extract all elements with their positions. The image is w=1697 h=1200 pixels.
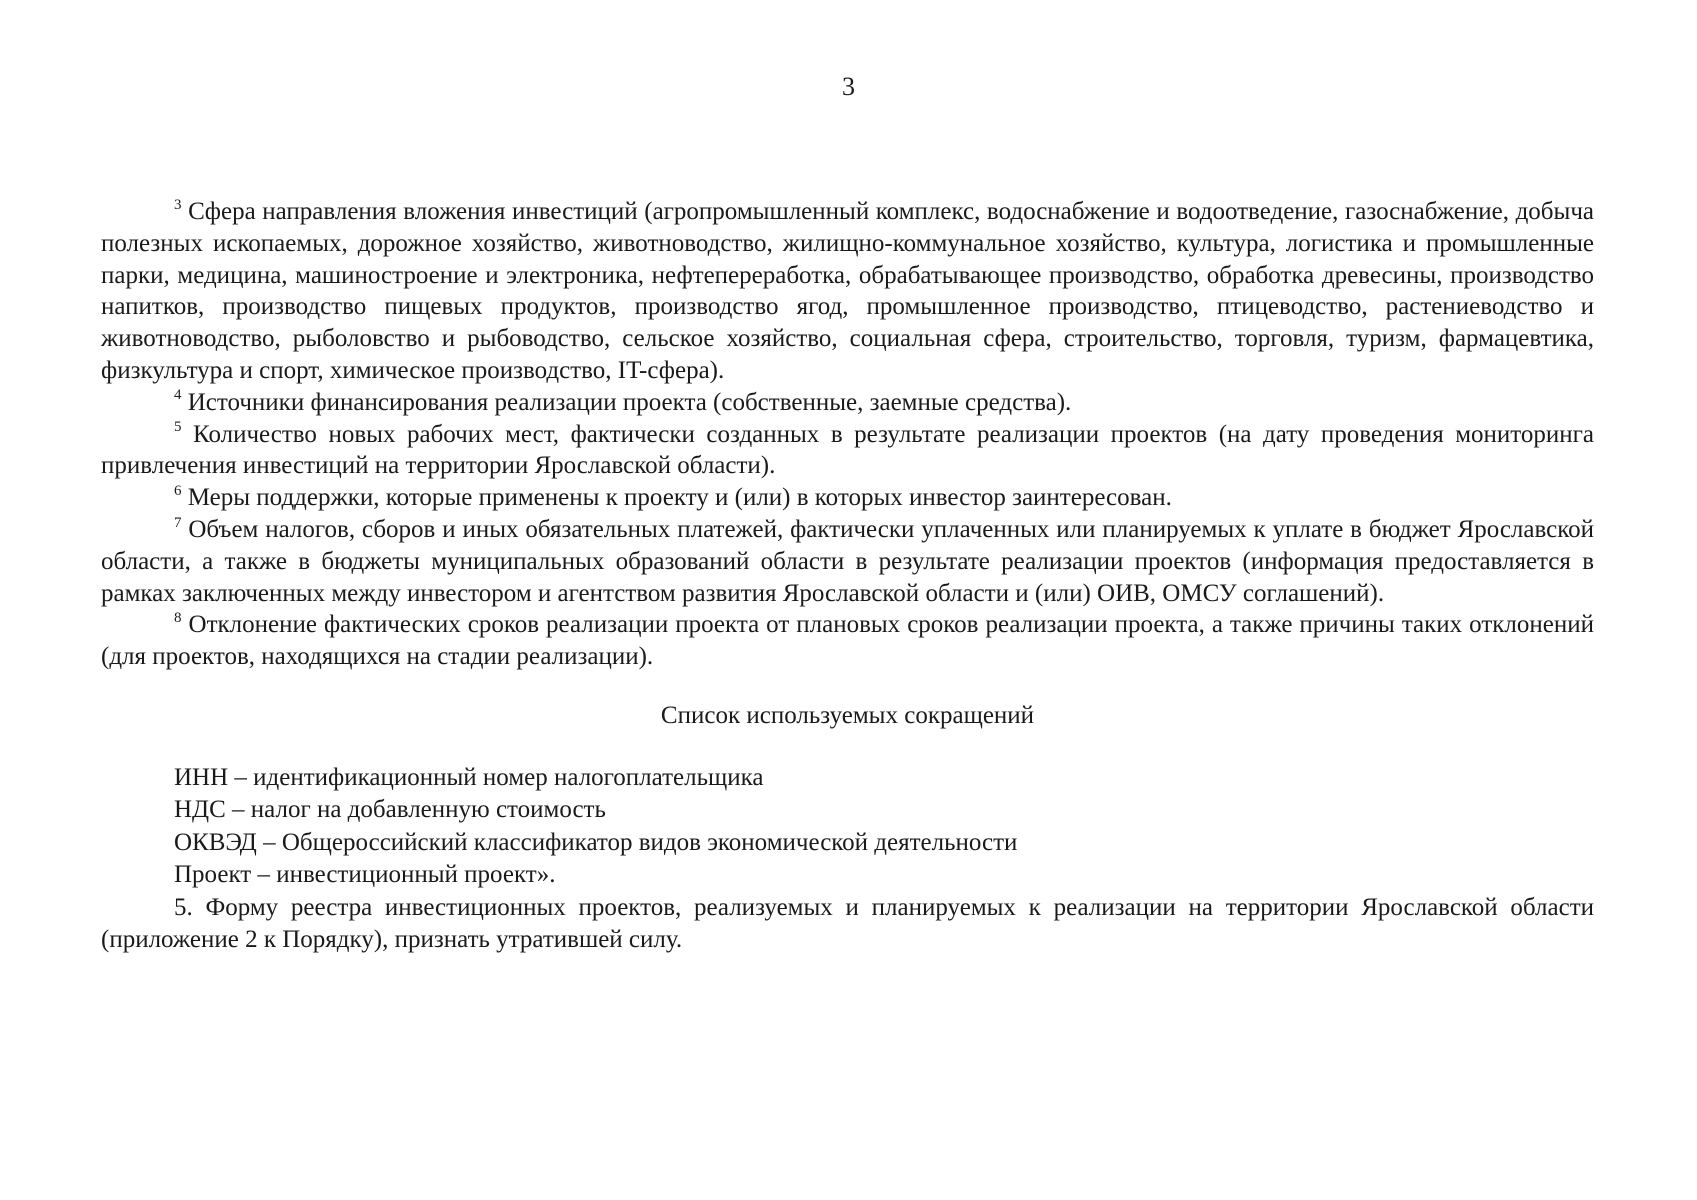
abbreviations-title: Список используемых сокращений xyxy=(660,701,1035,729)
footnote-text: Отклонение фактических сроков реализации проекта от плановых сроков реализации проекта, а также причины таких отклонений (для проектов, находящихся на стадии реализации). xyxy=(101,611,1595,671)
footnote-3 xyxy=(101,196,1594,387)
footnote-7 xyxy=(101,514,1594,609)
closing-paragraph: 5. Форму реестра инвестиционных проектов, реализуемых и планируемых к реализации на территории Ярославской области (приложение 2 к Порядку), признать утратившей силу. xyxy=(101,893,1594,953)
footnote-6 xyxy=(101,482,1594,514)
page-number: 3 xyxy=(842,72,855,101)
footnote-text: Сфера направления вложения инвестиций (агропромышленный комплекс, водоснабжение и водоотведение, газоснабжение, добыча полезных ископаемых, дорожное хозяйство, животноводство, жилищно-коммунальное хозяйство, культура, логистика и промышленные парки, медицина, машиностроение и электроника, нефтепереработка, обрабатывающее производство, обработка древесины, производство напитков, производство пищевых продуктов, производство ягод, промышленное производство, птицеводство, растениеводство и животноводство, рыболовство и рыбоводство, сельское хозяйство, социальная сфера, строительство, торговля, туризм, фармацевтика, физкультура и спорт, химическое производство, IT-сфера). xyxy=(101,198,1594,384)
footnote-marker: 3 xyxy=(174,196,182,213)
abbreviation-item: Проект – инвестиционный проект». xyxy=(174,861,556,889)
footnote-text: Источники финансирования реализации проекта (собственные, заемные средства). xyxy=(187,388,1072,416)
footnote-text: Меры поддержки, которые применены к проекту и (или) в которых инвестор заинтересован. xyxy=(187,484,1172,512)
footnote-4 xyxy=(101,387,1594,419)
document-body xyxy=(101,196,1594,955)
abbreviation-item: ОКВЭД – Общероссийский классификатор видов экономической деятельности xyxy=(174,828,1018,856)
footnote-marker: 7 xyxy=(174,514,182,531)
footnote-marker: 6 xyxy=(174,482,182,499)
footnote-text: Количество новых рабочих мест, фактически созданных в результате реализации проектов (на дату проведения мониторинга привлечения инвестиций на территории Ярославской области). xyxy=(101,420,1595,480)
footnote-8 xyxy=(101,609,1594,673)
abbreviation-item: ИНН – идентификационный номер налогоплательщика xyxy=(174,763,764,791)
footnote-marker: 8 xyxy=(174,610,182,627)
footnote-marker: 5 xyxy=(174,419,182,436)
abbreviation-item: НДС – налог на добавленную стоимость xyxy=(174,796,606,824)
footnote-5 xyxy=(101,419,1594,483)
footnote-text: Объем налогов, сборов и иных обязательных платежей, фактически уплаченных или планируемых к уплате в бюджет Ярославской области, а также в бюджеты муниципальных образований области в результате реализации проектов (информация предоставляется в рамках заключенных между инвестором и агентством развития Ярославской области и (или) ОИВ, ОМСУ соглашений). xyxy=(101,515,1594,607)
footnote-marker: 4 xyxy=(174,387,182,404)
